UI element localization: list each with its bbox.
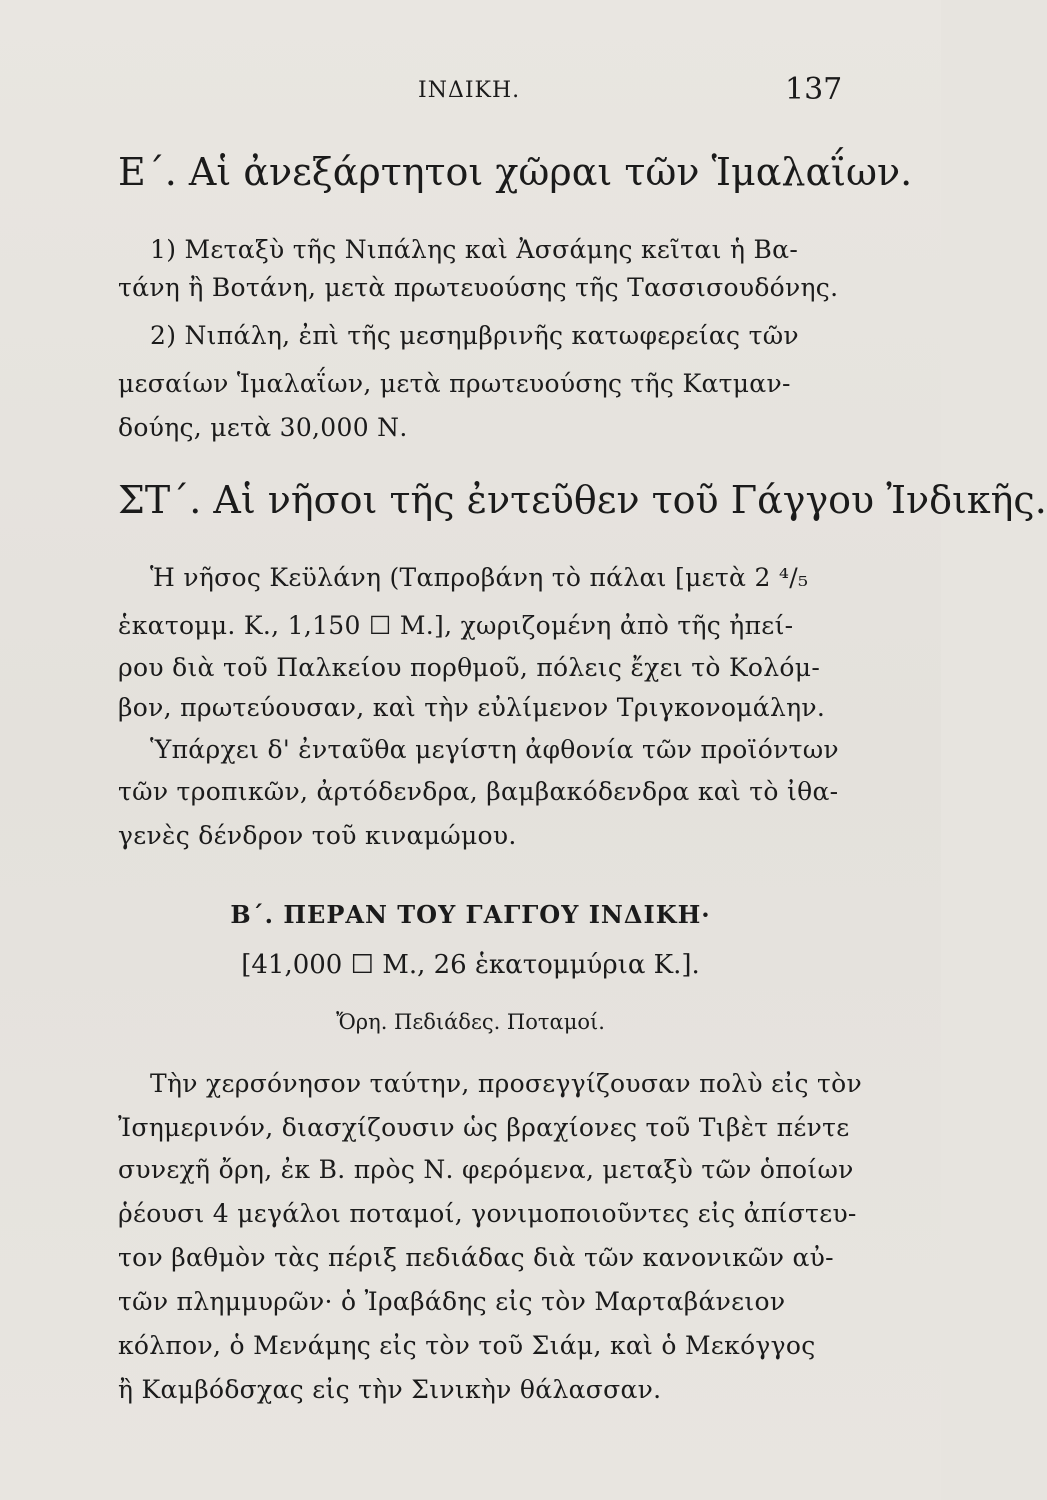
paragraph-line: Τὴν χερσόνησον ταύτην, προσεγγίζουσαν πολὺ εἰς τὸν <box>150 1069 862 1098</box>
paragraph-line: ρου διὰ τοῦ Παλκείου πορθμοῦ, πόλεις ἔχει τὸ Κολόμ- <box>118 653 821 682</box>
paragraph-line: συνεχῆ ὄρη, ἐκ Β. πρὸς Ν. φερόμενα, μεταξὺ τῶν ὁποίων <box>118 1155 854 1184</box>
paragraph-line: 1) Μεταξὺ τῆς Νιπάλης καὶ Ἀσσάμης κεῖται ἡ Βα- <box>150 235 799 264</box>
paragraph-line: μεσαίων Ἱμαλαΐων, μετὰ πρωτευούσης τῆς Κατμαν- <box>118 369 791 398</box>
paragraph-line: τῶν τροπικῶν, ἀρτόδενδρα, βαμβακόδενδρα καὶ τὸ ἰθα- <box>118 777 839 806</box>
paragraph-line: τον βαθμὸν τὰς πέριξ πεδιάδας διὰ τῶν κανονικῶν αὐ- <box>118 1243 834 1272</box>
paragraph-line: Ὑπάρχει δ' ἐνταῦθα μεγίστη ἀφθονία τῶν προϊόντων <box>150 735 839 764</box>
section-heading-st: ΣΤ΄. Αἱ νῆσοι τῆς ἐντεῦθεν τοῦ Γάγγου Ἰνδικῆς. <box>118 478 1047 522</box>
subtopics: Ὄρη. Πεδιάδες. Ποταμοί. <box>336 1010 605 1034</box>
section-heading-e: Ε΄. Αἱ ἀνεξάρτητοι χῶραι τῶν Ἱμαλαΐων. <box>118 150 913 194</box>
paragraph-line: τάνη ἢ Βοτάνη, μετὰ πρωτευούσης τῆς Τασσισουδόνης. <box>118 273 839 302</box>
paragraph-line: Ἡ νῆσος Κεϋλάνη (Ταπροβάνη τὸ πάλαι [μετὰ 2 ⁴/₅ <box>150 563 809 592</box>
paragraph-line: δούης, μετὰ 30,000 Ν. <box>118 413 408 442</box>
section-heading-b: Β΄. ΠΕΡΑΝ ΤΟΥ ΓΑΓΓΟΥ ΙΝΔΙΚΗ· <box>230 900 711 929</box>
paragraph-line: κόλπον, ὁ Μενάμης εἰς τὸν τοῦ Σιάμ, καὶ ὁ Μεκόγγος <box>118 1331 816 1360</box>
paragraph-line: ἢ Καμβόδσχας εἰς τὴν Σινικὴν θάλασσαν. <box>118 1375 662 1404</box>
paragraph-line: ῥέουσι 4 μεγάλοι ποταμοί, γονιμοποιοῦντες εἰς ἀπίστευ- <box>118 1199 857 1228</box>
paragraph-line: τῶν πλημμυρῶν· ὁ Ἰραβάδης εἰς τὸν Μαρταβάνειον <box>118 1287 786 1316</box>
paragraph-line: Ἰσημερινόν, διασχίζουσιν ὡς βραχίονες τοῦ Τιβὲτ πέντε <box>118 1113 850 1142</box>
page-header <box>0 70 941 110</box>
section-summary: [41,000 ☐ Μ., 26 ἑκατομμύρια Κ.]. <box>241 950 700 980</box>
paragraph-line: 2) Νιπάλη, ἐπὶ τῆς μεσημβρινῆς κατωφερείας τῶν <box>150 321 799 350</box>
running-title: ΙΝΔΙΚΗ. <box>418 78 521 103</box>
paragraph-line: βον, πρωτεύουσαν, καὶ τὴν εὐλίμενον Τριγκονομάλην. <box>118 693 826 722</box>
paragraph-line: ἑκατομμ. Κ., 1,150 ☐ Μ.], χωριζομένη ἀπὸ τῆς ἠπεί- <box>118 611 794 640</box>
paragraph-line: γενὲς δένδρον τοῦ κιναμώμου. <box>118 821 517 850</box>
page-number: 137 <box>785 72 843 107</box>
